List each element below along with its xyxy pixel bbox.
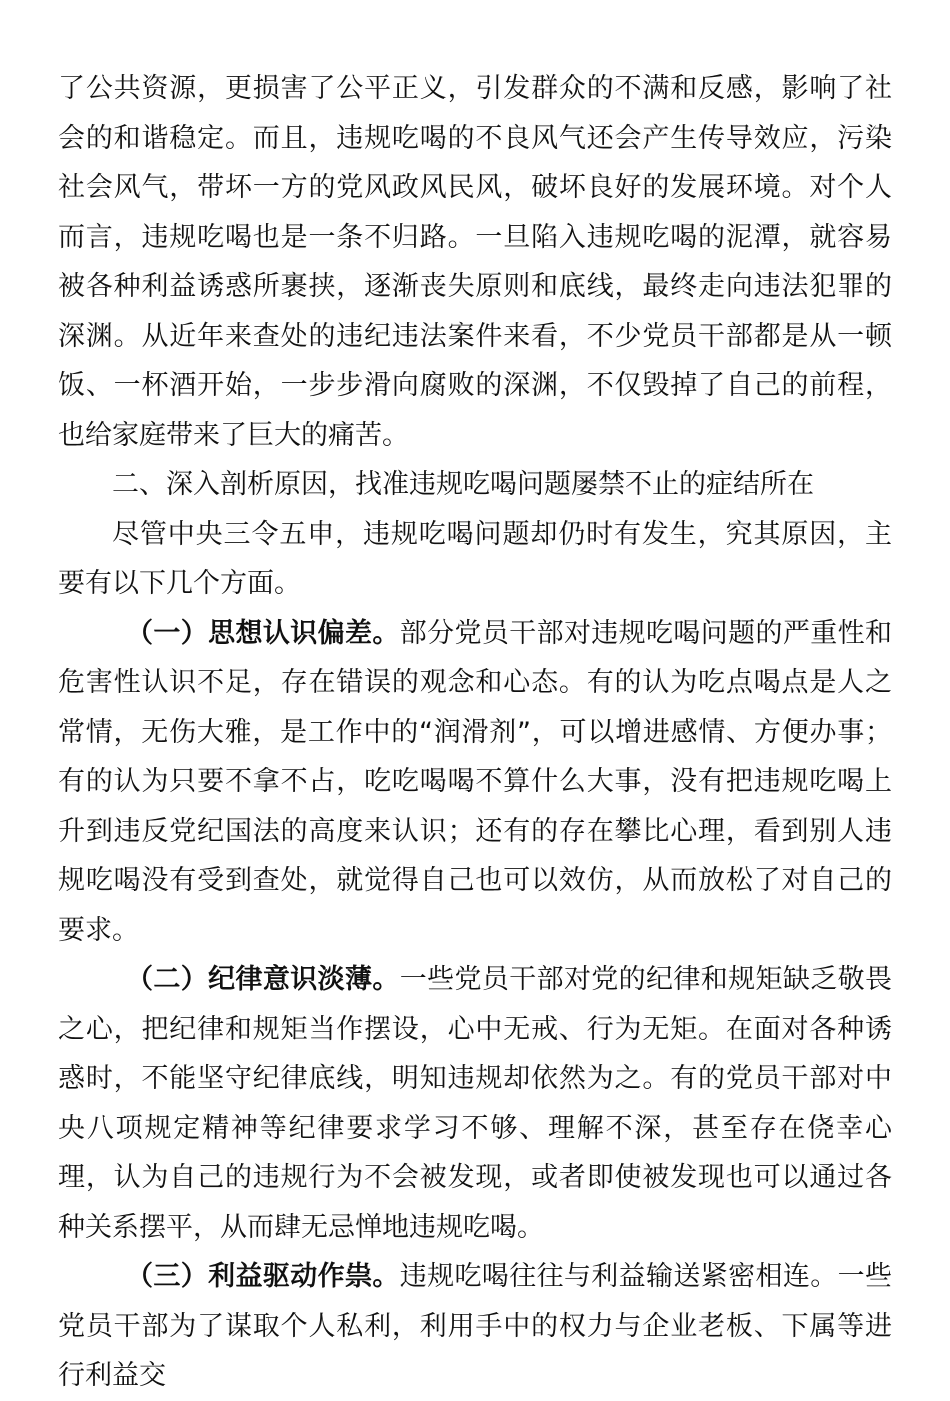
paragraph-continued: 了公共资源，更损害了公平正义，引发群众的不满和反感，影响了社会的和谐稳定。而且，违规吃喝的不良风气还会产生传导效应，污染社会风气，带坏一方的党风政风民风，破坏良好的发展环境。对个人而言，违规吃喝也是一条不归路。一旦陷入违规吃喝的泥潭，就容易被各种利益诱惑所裹挟，逐渐丧失原则和底线，最终走向违法犯罪的深渊。从近年来查处的违纪违法案件来看，不少党员干部都是从一顿饭、一杯酒开始，一步步滑向腐败的深渊，不仅毁掉了自己的前程，也给家庭带来了巨大的痛苦。 (58, 73, 892, 451)
subsection-1-body: 部分党员干部对违规吃喝问题的严重性和危害性认识不足，存在错误的观念和心态。有的认为吃点喝点是人之常情，无伤大雅，是工作中的“润滑剂”，可以增进感情、方便办事；有的认为只要不拿不占，吃吃喝喝不算什么大事，没有把违规吃喝上升到违反党纪国法的高度来认识；还有的存在攀比心理，看到别人违规吃喝没有受到查处，就觉得自己也可以效仿，从而放松了对自己的要求。 (58, 617, 893, 946)
subsection-3-body: 违规吃喝往往与利益输送紧密相连。一些党员干部为了谋取个人私利，利用手中的权力与企业老板、下属等进行利益交 (58, 1261, 893, 1391)
subsection-3 (58, 1252, 892, 1401)
subsection-1-lead: （一）思想认识偏差。 (126, 617, 400, 649)
subsection-2-body: 一些党员干部对党的纪律和规矩缺乏敬畏之心，把纪律和规矩当作摆设，心中无戒、行为无矩。在面对各种诱惑时，不能坚守纪律底线，明知违规却依然为之。有的党员干部对中央八项规定精神等纪律要求学习不够、理解不深，甚至存在侥幸心理，认为自己的违规行为不会被发现，或者即使被发现也可以通过各种关系摆平，从而肆无忌惮地违规吃喝。 (58, 964, 893, 1243)
section-heading-2: 二、深入剖析原因，找准违规吃喝问题屡禁不止的症结所在 (112, 469, 814, 500)
subsection-2 (58, 955, 892, 1252)
subsection-2-lead: （二）纪律意识淡薄。 (126, 964, 400, 995)
subsection-3-lead: （三）利益驱动作祟。 (126, 1261, 400, 1292)
paragraph-intro: 尽管中央三令五申，违规吃喝问题却仍时有发生，究其原因，主要有以下几个方面。 (58, 518, 892, 599)
subsection-1 (58, 609, 892, 956)
document-page (58, 64, 892, 1401)
